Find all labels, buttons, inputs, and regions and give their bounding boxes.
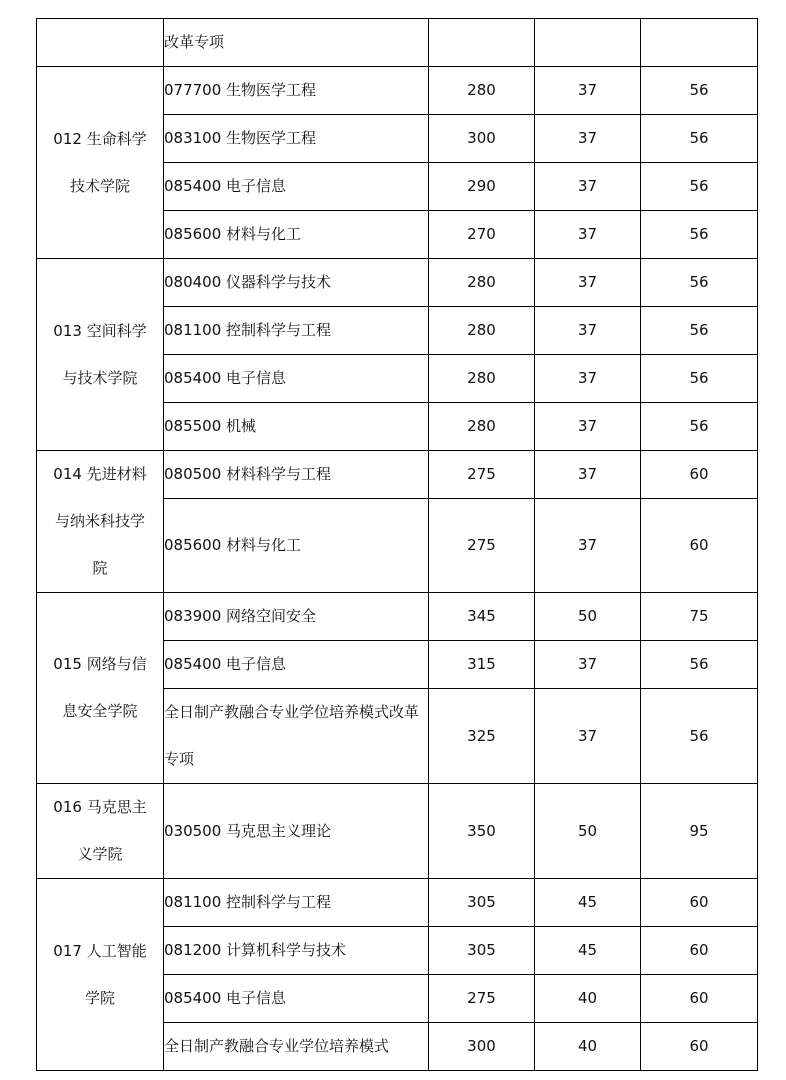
school-cell (37, 259, 164, 451)
single-score-cell: 37 (535, 259, 641, 307)
major-cell: 081200 计算机科学与技术 (164, 927, 429, 975)
school-cell (37, 67, 164, 259)
school-cell (37, 784, 164, 879)
total-score-cell: 325 (429, 689, 535, 784)
table-row (37, 451, 758, 499)
other-score-cell: 56 (641, 403, 758, 451)
total-score-cell: 315 (429, 641, 535, 689)
single-score-cell: 40 (535, 1023, 641, 1071)
total-score-cell (429, 19, 535, 67)
single-score-cell: 37 (535, 403, 641, 451)
total-score-cell: 300 (429, 115, 535, 163)
single-score-cell: 37 (535, 451, 641, 499)
table-row (37, 879, 758, 927)
total-score-cell: 275 (429, 451, 535, 499)
score-table (36, 18, 758, 1071)
school-name: 014 先进材料与纳米科技学院 (53, 465, 147, 577)
total-score-cell: 275 (429, 975, 535, 1023)
school-cell (37, 593, 164, 784)
school-name: 015 网络与信息安全学院 (53, 655, 147, 720)
major-cell: 085400 电子信息 (164, 641, 429, 689)
table-row (37, 67, 758, 115)
major-cell: 全日制产教融合专业学位培养模式 (164, 1023, 429, 1071)
single-score-cell: 37 (535, 163, 641, 211)
other-score-cell: 95 (641, 784, 758, 879)
other-score-cell: 60 (641, 499, 758, 593)
single-score-cell: 50 (535, 593, 641, 641)
table-row (37, 259, 758, 307)
other-score-cell: 56 (641, 115, 758, 163)
major-cell: 081100 控制科学与工程 (164, 879, 429, 927)
school-name: 016 马克思主义学院 (53, 798, 147, 863)
total-score-cell: 280 (429, 403, 535, 451)
single-score-cell: 37 (535, 115, 641, 163)
major-cell: 080500 材料科学与工程 (164, 451, 429, 499)
single-score-cell: 50 (535, 784, 641, 879)
single-score-cell: 37 (535, 689, 641, 784)
major-cell: 077700 生物医学工程 (164, 67, 429, 115)
total-score-cell: 270 (429, 211, 535, 259)
major-cell: 085600 材料与化工 (164, 211, 429, 259)
other-score-cell: 56 (641, 163, 758, 211)
other-score-cell: 56 (641, 689, 758, 784)
single-score-cell: 45 (535, 927, 641, 975)
total-score-cell: 280 (429, 307, 535, 355)
total-score-cell: 280 (429, 259, 535, 307)
major-text: 全日制产教融合专业学位培养模式改革专项 (164, 703, 420, 768)
other-score-cell: 60 (641, 451, 758, 499)
other-score-cell: 56 (641, 355, 758, 403)
other-score-cell: 75 (641, 593, 758, 641)
major-cell: 085600 材料与化工 (164, 499, 429, 593)
other-score-cell: 60 (641, 975, 758, 1023)
total-score-cell: 275 (429, 499, 535, 593)
major-cell: 085400 电子信息 (164, 975, 429, 1023)
major-cell: 083100 生物医学工程 (164, 115, 429, 163)
school-name: 017 人工智能学院 (53, 941, 147, 1007)
single-score-cell: 37 (535, 641, 641, 689)
school-cell (37, 879, 164, 1071)
school-name: 013 空间科学与技术学院 (53, 321, 147, 387)
major-cell: 085500 机械 (164, 403, 429, 451)
total-score-cell: 305 (429, 879, 535, 927)
total-score-cell: 290 (429, 163, 535, 211)
single-score-cell: 37 (535, 499, 641, 593)
single-score-cell: 40 (535, 975, 641, 1023)
major-cell: 081100 控制科学与工程 (164, 307, 429, 355)
school-cell (37, 451, 164, 593)
single-score-cell: 37 (535, 67, 641, 115)
table-row (37, 784, 758, 879)
other-score-cell: 56 (641, 259, 758, 307)
table-row (37, 593, 758, 641)
other-score-cell: 56 (641, 641, 758, 689)
other-score-cell: 60 (641, 1023, 758, 1071)
other-score-cell: 56 (641, 307, 758, 355)
other-score-cell: 60 (641, 879, 758, 927)
school-name: 012 生命科学技术学院 (53, 129, 147, 195)
total-score-cell: 305 (429, 927, 535, 975)
school-cell (37, 19, 164, 67)
major-cell (164, 689, 429, 784)
single-score-cell: 37 (535, 307, 641, 355)
major-cell: 083900 网络空间安全 (164, 593, 429, 641)
table-row (37, 19, 758, 67)
major-cell: 改革专项 (164, 19, 429, 67)
single-score-cell: 45 (535, 879, 641, 927)
total-score-cell: 280 (429, 67, 535, 115)
other-score-cell (641, 19, 758, 67)
single-score-cell: 37 (535, 355, 641, 403)
total-score-cell: 345 (429, 593, 535, 641)
total-score-cell: 300 (429, 1023, 535, 1071)
major-cell: 080400 仪器科学与技术 (164, 259, 429, 307)
single-score-cell: 37 (535, 211, 641, 259)
other-score-cell: 60 (641, 927, 758, 975)
total-score-cell: 280 (429, 355, 535, 403)
major-cell: 030500 马克思主义理论 (164, 784, 429, 879)
major-cell: 085400 电子信息 (164, 355, 429, 403)
major-cell: 085400 电子信息 (164, 163, 429, 211)
total-score-cell: 350 (429, 784, 535, 879)
other-score-cell: 56 (641, 211, 758, 259)
single-score-cell (535, 19, 641, 67)
other-score-cell: 56 (641, 67, 758, 115)
